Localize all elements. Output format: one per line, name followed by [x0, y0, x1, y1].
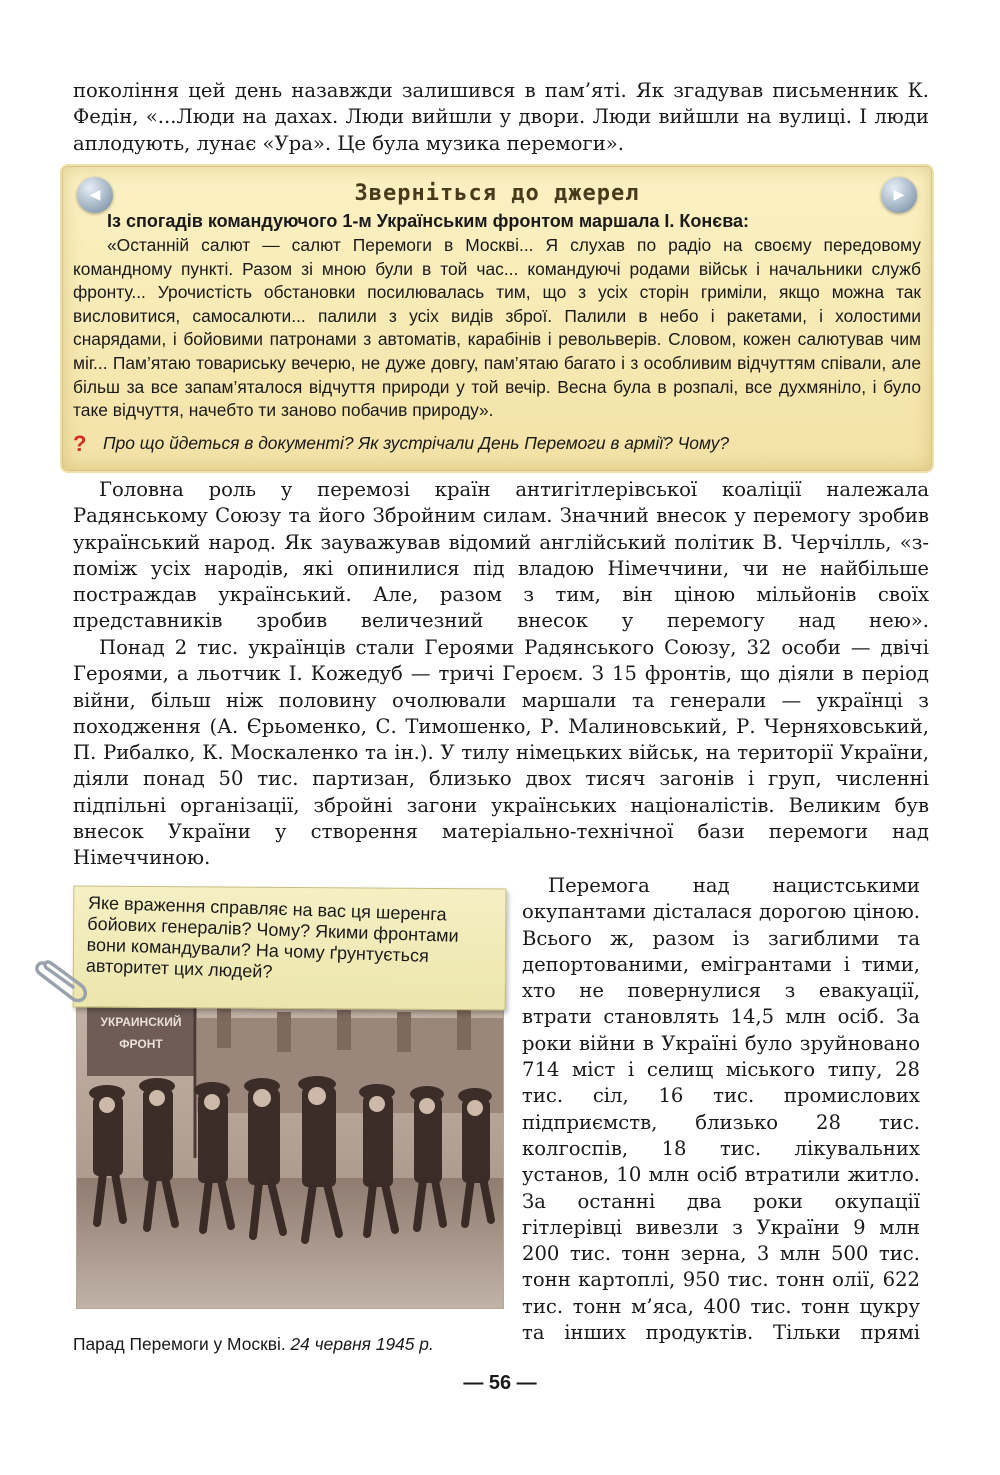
photo-caption: [73, 1334, 434, 1355]
question-mark-icon: ?: [73, 431, 87, 456]
paragraph-losses: Перемога над нацистськими окупантами дісталася дорогою ціною. Всього ж, разом із загиблими та депортованими, емігрантами і тими, хто не повернулися з евакуації, втрати становлять 14,5 млн осіб. За роки війни в Україні було зруйновано 714 міст і селищ міського типу, 28 тис. сіл, 16 тис. промислових підприємств, близько 28 тис. колгоспів, 18 тис. лікувальних установ, 10 млн осіб втратили житло. За останні два роки окупації гітлерівці вивезли з України 9 млн 200 тис. тонн зерна, 3 млн 500 тис. тонн картоплі, 950 тис. тонн олії, 622 тис. тонн м’яса, 400 тис. тонн цукру та інших продуктів. Тільки прямі: [522, 874, 920, 1345]
banner-line-1: УКРАИНСКИЙ: [100, 1015, 182, 1029]
paperclip-icon: [33, 949, 105, 1005]
nav-right-icon[interactable]: ▶: [881, 177, 917, 213]
paragraph-heroes: Понад 2 тис. українців стали Героями Радянського Союзу, 32 особи — двічі Героями, а льотчик І. Кожедуб — тричі Героєм. З 15 фронтів, що діяли в період війни, більш ніж половину очолювали маршали та генерали — українці з походження (А. Єрьоменко, С. Тимошенко, Р. Малиновський, Р. Черняховський, П. Рибалко, К. Москаленко та ін.). У тилу німецьких військ, на території України, діяли понад 50 тис. партизан, близько двох тисяч загонів і груп, численні підпільні організації, збройні загони українських націоналістів. Великим був внесок України у створення матеріально-технічної бази перемоги над Німеччиною.: [73, 636, 929, 870]
nav-left-icon[interactable]: ◀: [77, 177, 113, 213]
source-box-subtitle: Із спогадів командуючого 1-м Українським фронтом маршала І. Конєва:: [107, 211, 750, 231]
caption-text: Парад Перемоги у Москві.: [73, 1334, 286, 1354]
paragraph-main-role: Головна роль у перемозі країн антигітлерівської коаліції належала Радянському Союзу та його Збройним силам. Значний внесок у перемогу зробив український народ. Як зауважував відомий англійський політик В. Черчілль, «з-поміж усіх народів, які опинилися під владою Німеччини, чи не найбільше постраждав український. Але, разом з тим, він ціною мільйонів своїх представників зробив величезний внесок у перемогу над нею».: [73, 478, 929, 633]
caption-date: 24 червня 1945 р.: [290, 1334, 434, 1354]
parade-photo: [76, 987, 504, 1309]
page-number: — 56 —: [463, 1372, 537, 1394]
sticky-note: [73, 885, 507, 1010]
source-box-title: Зверніться до джерел: [354, 181, 640, 206]
paragraph-intro: покоління цей день назавжди залишився в пам’яті. Як згадував письменник К. Федін, «...Люди на дахах. Люди вийшли у двори. Люди вийшли на вулиці. І люди аплодують, лунає «Ура». Це була музика перемоги».: [73, 79, 929, 155]
source-quote: «Останній салют — салют Перемоги в Москві... Я слухав по радіо на своєму передовому командному пункті. Разом зі мною були в той час... командуючі родами військ і начальники служб фронту... Урочистість обстановки посилювалась тим, що з усіх сторін гриміли, якщо можна так висловитися, самосалюти... палили з усіх видів зброї. Палили в небо і ракетами, і холостими снарядами, і бойовими патронами з автоматів, карабінів і револьверів. Словом, кожен салютував чим міг... Пам’ятаю товариську вечерю, не дуже довгу, пам’ятаю багато і з особливим відчуттям співали, але більш за все запам’яталося відчуття природи у той вечір. Весна була в розпалі, все духмяніло, і було таке відчуття, начебто ти заново побачив природу».: [73, 235, 921, 421]
photo-block: [73, 887, 504, 1311]
sticky-note-text: Яке враження справляє на вас ця шеренга бойових генералів? Чому? Якими фронтами вони командували? На чому ґрунтується авторитет цих людей?: [85, 892, 459, 982]
source-question: Про що йдеться в документі? Як зустрічали День Перемоги в армії? Чому?: [103, 433, 730, 453]
source-box: [62, 166, 932, 471]
banner-line-2: ФРОНТ: [119, 1037, 163, 1051]
